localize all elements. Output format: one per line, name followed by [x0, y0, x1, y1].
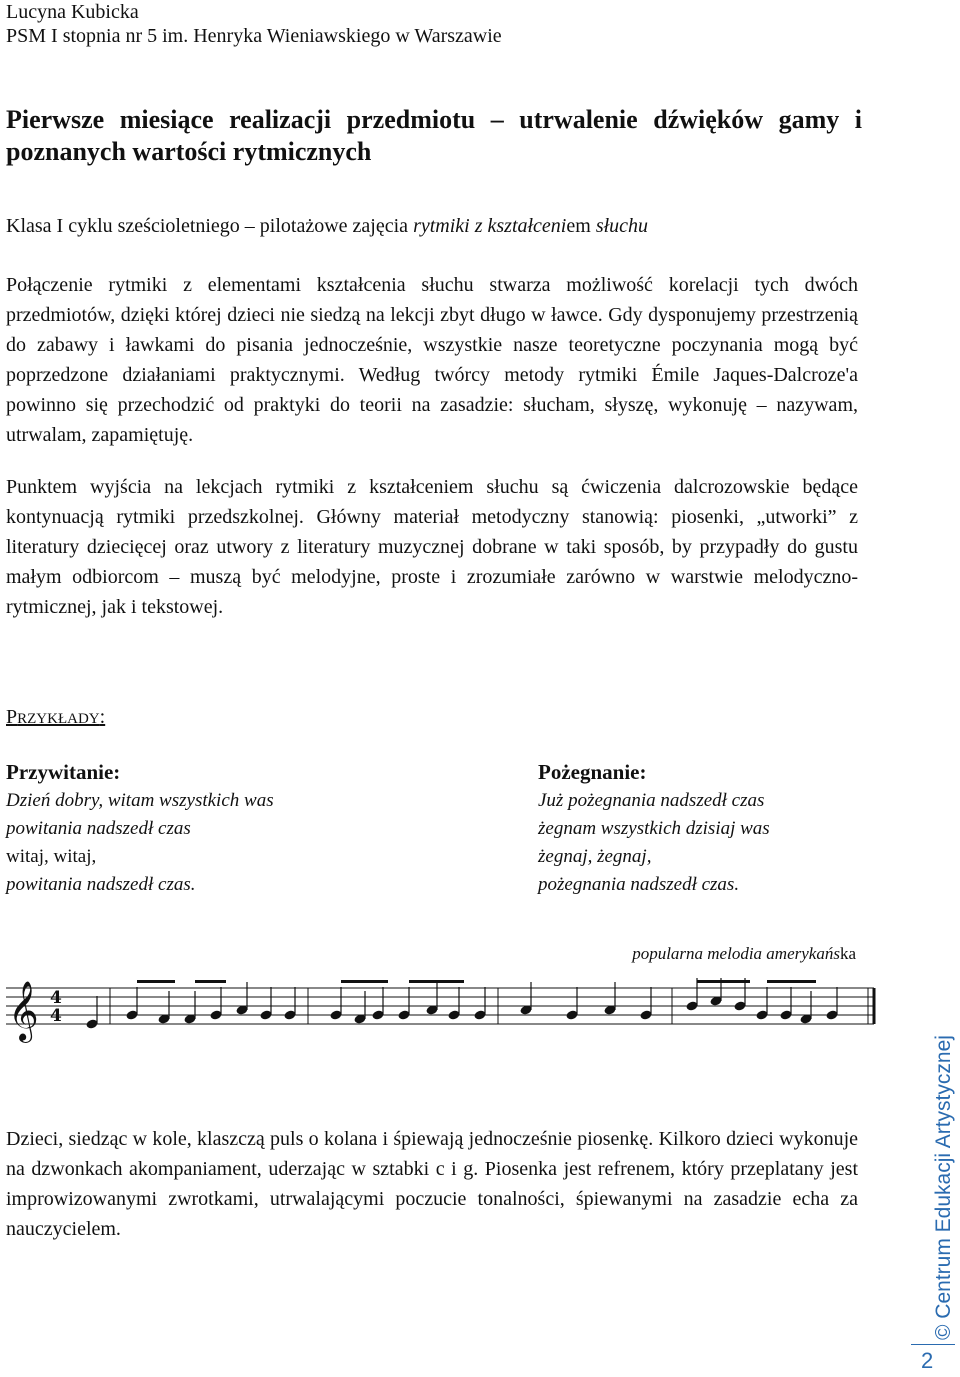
subtitle-italic-b: słuchu: [595, 215, 649, 237]
examples-heading: [6, 706, 105, 729]
greeting-line: powitania nadszedł czas.: [6, 874, 196, 895]
farewell-column: [538, 760, 918, 899]
copyright-sidebar: [912, 1035, 955, 1340]
greeting-line: powitania nadszedł czas: [6, 818, 191, 839]
farewell-line: Już pożegnania nadszedł czas: [538, 790, 765, 811]
paragraph-intro: Połączenie rytmiki z elementami kształcenia słuchu stwarza możliwość korelacji tych dwóch przedmiotów, dzięki której dzieci nie siedzą na lekcji zbyt długo w ławce. Gdy dysponujemy przestrzenią do zabawy i ławkami do pisania jednocześnie, wszystkie nasze teoretyczne poczynania mogą być poprzedzone działaniami praktycznymi. Według twórcy metody rytmiki Émile Jaques-Dalcroze'a powinno się przechodzić od praktyki do teorii na zasadzie: słucham, słyszę, wykonuję – nazywam, utrwalam, zapamiętuję.: [6, 274, 858, 446]
author-name: Lucyna Kubicka: [6, 1, 139, 23]
farewell-line: żegnaj, żegnaj,: [538, 846, 652, 867]
time-signature-bottom: 4: [50, 1006, 62, 1026]
copyright-text: © Centrum Edukacji Artystycznej: [932, 1035, 955, 1340]
examples-heading-rest: RZYKŁADY: [17, 711, 100, 727]
examples-heading-initial: P: [6, 706, 18, 728]
sidebar-divider: [911, 1344, 955, 1345]
melody-caption-a: popularna melodia amerykańs: [632, 944, 840, 963]
melody-caption-b: ka: [839, 944, 856, 963]
subtitle-prefix: Klasa I cyklu sześcioletniego – pilotażowe zajęcia: [6, 215, 414, 237]
subtitle-mid: em: [566, 215, 596, 237]
note-beam: [341, 980, 388, 983]
melody-notes: [83, 978, 839, 1030]
examples-heading-colon: :: [99, 706, 106, 728]
treble-clef-icon: 𝄞: [8, 981, 39, 1041]
greeting-line: witaj, witaj,: [6, 846, 97, 867]
greeting-lines: [6, 787, 426, 899]
time-signature-top: 4: [50, 988, 62, 1008]
note-beam: [195, 980, 226, 983]
farewell-title: Pożegnanie:: [538, 760, 647, 784]
page-number: 2: [921, 1348, 934, 1373]
paragraph-materials: Punktem wyjścia na lekcjach rytmiki z kształceniem słuchu są ćwiczenia dalcrozowskie będące kontynuacją rytmiki przedszkolnej. Główny materiał metodyczny stanowią: piosenki, „utworki” z literatury dziecięcej oraz utwory z literatury muzycznej dobrane w taki sposób, by przypadły do gustu małym odbiorcom – muszą być melodyjne, proste i zrozumiałe zarówno w warstwie melodyczno-rytmicznej, jak i tekstowej.: [6, 476, 858, 618]
melody-caption: [632, 944, 856, 964]
note-beam: [137, 980, 175, 983]
music-staff: [6, 978, 880, 1068]
note-beam: [697, 980, 750, 983]
greeting-line: Dzień dobry, witam wszystkich was: [6, 790, 274, 811]
paragraph-activity: Dzieci, siedząc w kole, klaszczą puls o kolana i śpiewają jednocześnie piosenkę. Kilkoro dzieci wykonuje na dzwonkach akompaniament, uderzając w sztabki c i g. Piosenka jest refrenem, który przeplatany jest improwizowanymi zwrotkami, utrwalającymi poczucie tonalności, śpiewanymi na zasadzie echa za nauczycielem.: [6, 1128, 858, 1240]
greeting-column: [6, 760, 426, 899]
farewell-line: pożegnania nadszedł czas.: [538, 874, 740, 895]
farewell-line: żegnam wszystkich dzisiaj was: [538, 818, 770, 839]
school-name: PSM I stopnia nr 5 im. Henryka Wieniawskiego w Warszawie: [6, 25, 502, 47]
subtitle-italic-a: rytmiki z kształceni: [413, 215, 567, 237]
document-title: Pierwsze miesiące realizacji przedmiotu – utrwalenie dźwięków gamy i poznanych wartości rytmicznych: [6, 105, 862, 166]
note-beam: [409, 980, 464, 983]
class-subtitle: [6, 214, 648, 238]
farewell-lines: [538, 787, 918, 899]
greeting-title: Przywitanie:: [6, 760, 121, 784]
note-beam: [767, 980, 816, 983]
